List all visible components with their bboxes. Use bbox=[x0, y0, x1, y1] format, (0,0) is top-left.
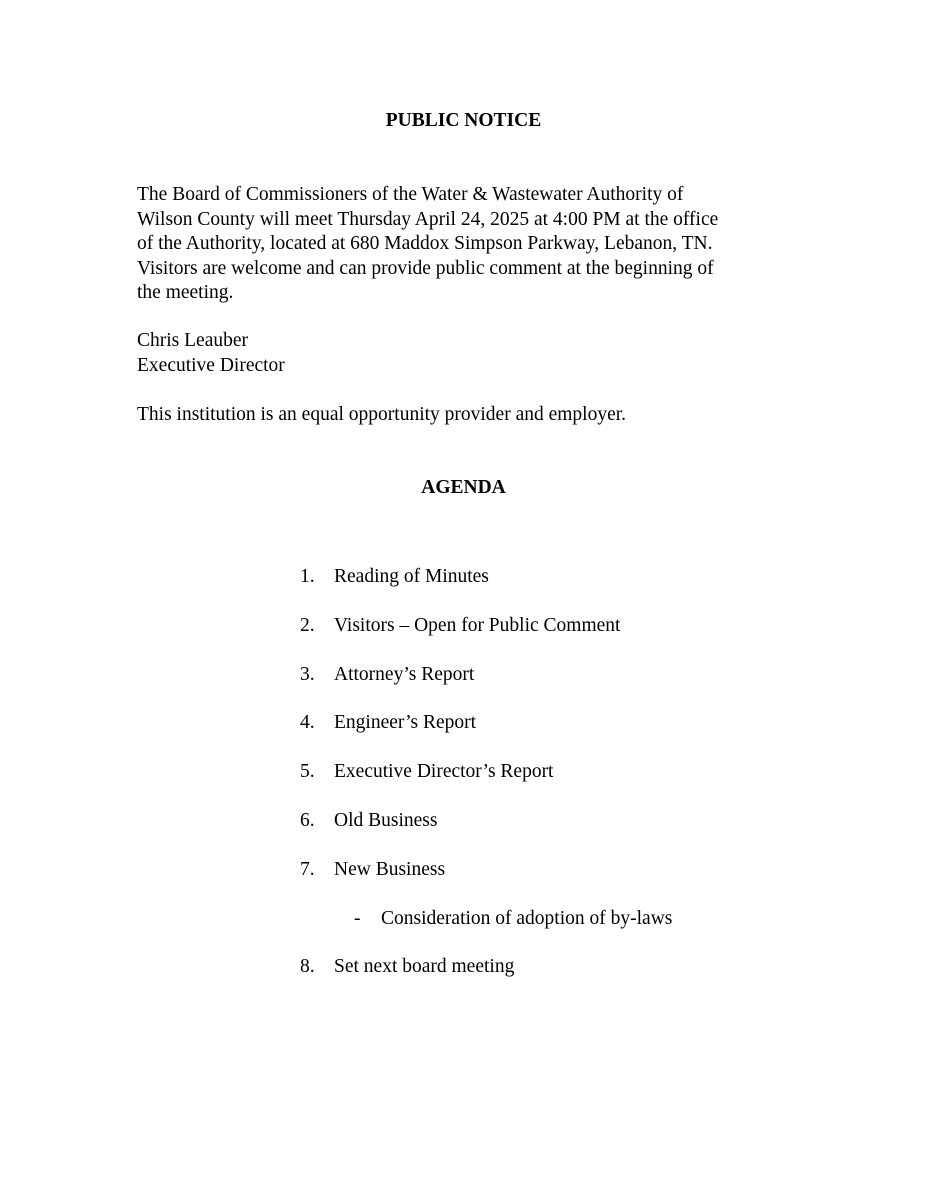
notice-body-line: The Board of Commissioners of the Water & Wastewater Authority of bbox=[137, 184, 684, 205]
agenda-item-number: 3. bbox=[300, 664, 315, 685]
agenda-item bbox=[300, 810, 437, 832]
agenda-item-label: Reading of Minutes bbox=[334, 566, 489, 587]
agenda-item bbox=[300, 859, 445, 881]
agenda-item-label: Attorney’s Report bbox=[334, 664, 475, 685]
notice-body-line: Wilson County will meet Thursday April 24, 2025 at 4:00 PM at the office bbox=[137, 208, 719, 230]
agenda-item bbox=[300, 761, 553, 783]
equal-opportunity-statement: This institution is an equal opportunity provider and employer. bbox=[137, 404, 627, 425]
agenda-item-number: 6. bbox=[300, 810, 315, 831]
notice-body bbox=[137, 183, 797, 306]
agenda-item bbox=[300, 566, 489, 588]
notice-title: PUBLIC NOTICE bbox=[385, 110, 542, 131]
agenda-item-label: Engineer’s Report bbox=[334, 712, 477, 733]
agenda-sub-item-label: Consideration of adoption of by-laws bbox=[381, 908, 673, 929]
agenda-item bbox=[300, 956, 514, 978]
signer-title: Executive Director bbox=[137, 354, 285, 376]
signature-block bbox=[137, 329, 797, 378]
agenda-item bbox=[300, 712, 476, 734]
agenda-item-label: Visitors – Open for Public Comment bbox=[334, 615, 621, 636]
agenda-item bbox=[300, 615, 620, 637]
signer-name: Chris Leauber bbox=[137, 330, 249, 351]
agenda-sub-item bbox=[354, 908, 672, 930]
agenda-item-number: 4. bbox=[300, 712, 315, 733]
agenda-item-label: Executive Director’s Report bbox=[334, 761, 554, 782]
notice-body-line: Visitors are welcome and can provide public comment at the beginning of bbox=[137, 257, 714, 279]
agenda-item-number: 2. bbox=[300, 615, 315, 636]
agenda-item-label: Old Business bbox=[334, 810, 438, 831]
notice-body-line: of the Authority, located at 680 Maddox Simpson Parkway, Lebanon, TN. bbox=[137, 233, 713, 254]
notice-body-line: the meeting. bbox=[137, 282, 234, 303]
agenda-item-number: 8. bbox=[300, 956, 315, 977]
agenda-title: AGENDA bbox=[421, 477, 506, 498]
agenda-item-number: 1. bbox=[300, 566, 315, 587]
agenda-sub-item-bullet: - bbox=[354, 908, 361, 929]
agenda-item-number: 5. bbox=[300, 761, 315, 782]
agenda-item bbox=[300, 664, 474, 686]
agenda-item-number: 7. bbox=[300, 859, 315, 880]
agenda-item-label: Set next board meeting bbox=[334, 956, 515, 977]
agenda-item-label: New Business bbox=[334, 859, 446, 880]
